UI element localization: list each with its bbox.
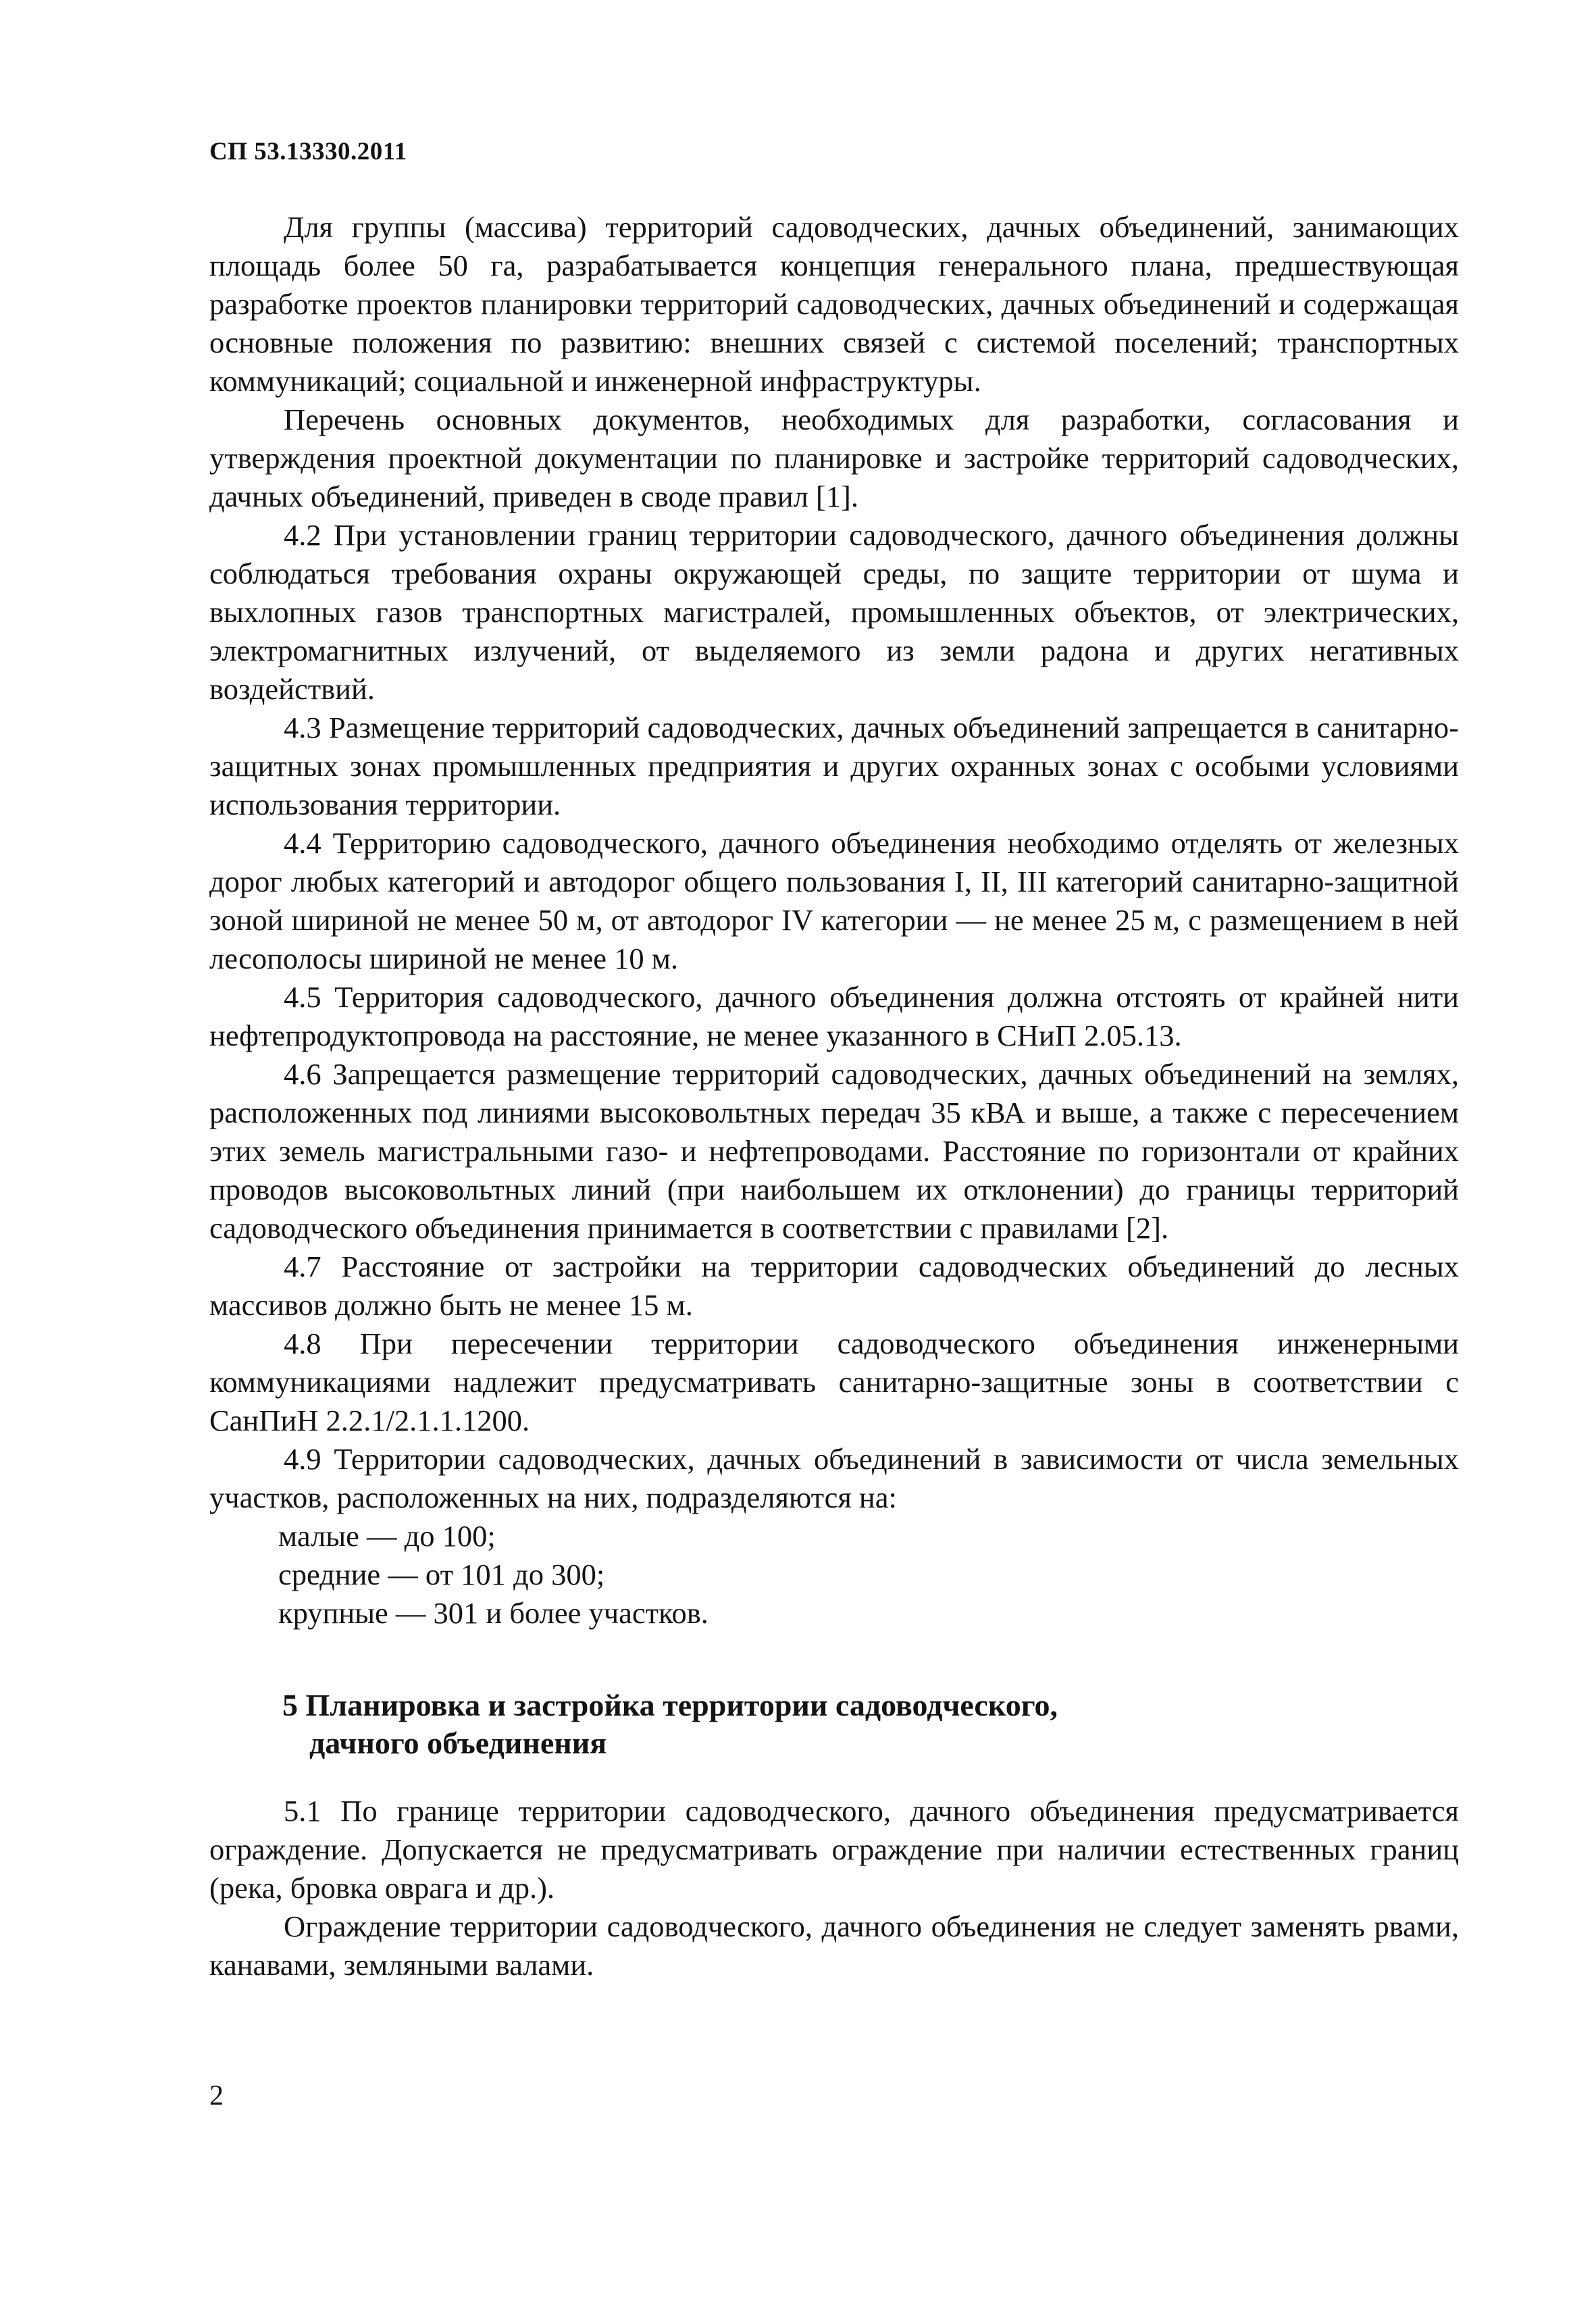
paragraph-4-2: 4.2 При установлении границ территории садоводческого, дачного объединения должны соблюдаться требования охраны окружающей среды, по защите территории от шума и выхлопных газов транспортных магистралей, промышленных объектов, от электрических, электромагнитных излучений, от выделяемого из земли радона и других негативных воздействий. bbox=[209, 518, 1459, 706]
paragraph-4-7: 4.7 Расстояние от застройки на территории садоводческих объединений до лесных массивов должно быть не менее 15 м. bbox=[209, 1250, 1459, 1322]
paragraph-4-6: 4.6 Запрещается размещение территорий садоводческих, дачных объединений на землях, расположенных под линиями высоковольтных передач 35 кВА и выше, а также с пересечением этих земель магистральными газо- и нефтепроводами. Расстояние по горизонтали от крайних проводов высоковольтных линий (при наибольшем их отклонении) до границы территорий садоводческого объединения принимается в соответствии с правилами [2]. bbox=[209, 1057, 1459, 1245]
paragraph-4-8: 4.8 При пересечении территории садоводческого объединения инженерными коммуникациями надлежит предусматривать санитарно-защитные зоны в соответствии с СанПиН 2.2.1/2.1.1.1200. bbox=[209, 1327, 1459, 1437]
paragraph-fence: Ограждение территории садоводческого, дачного объединения не следует заменять рвами, канавами, земляными валами. bbox=[209, 1909, 1459, 1982]
list-item-medium: средние — от 101 до 300; bbox=[278, 1558, 605, 1591]
paragraph-documents-list: Перечень основных документов, необходимых для разработки, согласования и утверждения проектной документации по планировке и застройке территорий садоводческих, дачных объединений, приведен в своде правил [1]. bbox=[209, 403, 1459, 513]
paragraph-4-3: 4.3 Размещение территорий садоводческих, дачных объединений запрещается в санитарно-защитных зонах промышленных предприятия и других охранных зонах с особыми условиями использования территории. bbox=[209, 711, 1459, 821]
paragraph-4-9: 4.9 Территории садоводческих, дачных объединений в зависимости от числа земельных участков, расположенных на них, подразделяются на: bbox=[209, 1442, 1459, 1514]
document-code-header: СП 53.13330.2011 bbox=[209, 138, 407, 165]
paragraph-5-1: 5.1 По границе территории садоводческого, дачного объединения предусматривается ограждение. Допускается не предусматривать ограждение при наличии естественных границ (река, бровка оврага и др.). bbox=[209, 1794, 1459, 1905]
section-5-title-line1: 5 Планировка и застройка территории садоводческого, bbox=[282, 1688, 1058, 1722]
paragraph-4-4: 4.4 Территорию садоводческого, дачного объединения необходимо отделять от железных дорог любых категорий и автодорог общего пользования I, II, III категорий санитарно-защитной зоной шириной не менее 50 м, от автодорог IV категории — не менее 25 м, с размещением в ней лесополосы шириной не менее 10 м. bbox=[209, 826, 1459, 975]
paragraph-4-5: 4.5 Территория садоводческого, дачного объединения должна отстоять от крайней нити нефтепродуктопровода на расстояние, не менее указанного в СНиП 2.05.13. bbox=[209, 980, 1459, 1052]
body-text bbox=[209, 208, 1459, 1984]
document-page bbox=[209, 135, 1459, 1984]
list-item-large: крупные — 301 и более участков. bbox=[278, 1596, 709, 1630]
section-5-title-line2: дачного объединения bbox=[309, 1726, 607, 1760]
page-number: 2 bbox=[209, 2080, 224, 2111]
section-5-title bbox=[209, 1687, 1459, 1762]
paragraph-master-plan: Для группы (массива) территорий садоводческих, дачных объединений, занимающих площадь более 50 га, разрабатывается концепция генерального плана, предшествующая разработке проектов планировки территорий садоводческих, дачных объединений и содержащая основные положения по развитию: внешних связей с системой поселений; транспортных коммуникаций; социальной и инженерной инфраструктуры. bbox=[209, 210, 1459, 398]
list-item-small: малые — до 100; bbox=[278, 1519, 496, 1553]
